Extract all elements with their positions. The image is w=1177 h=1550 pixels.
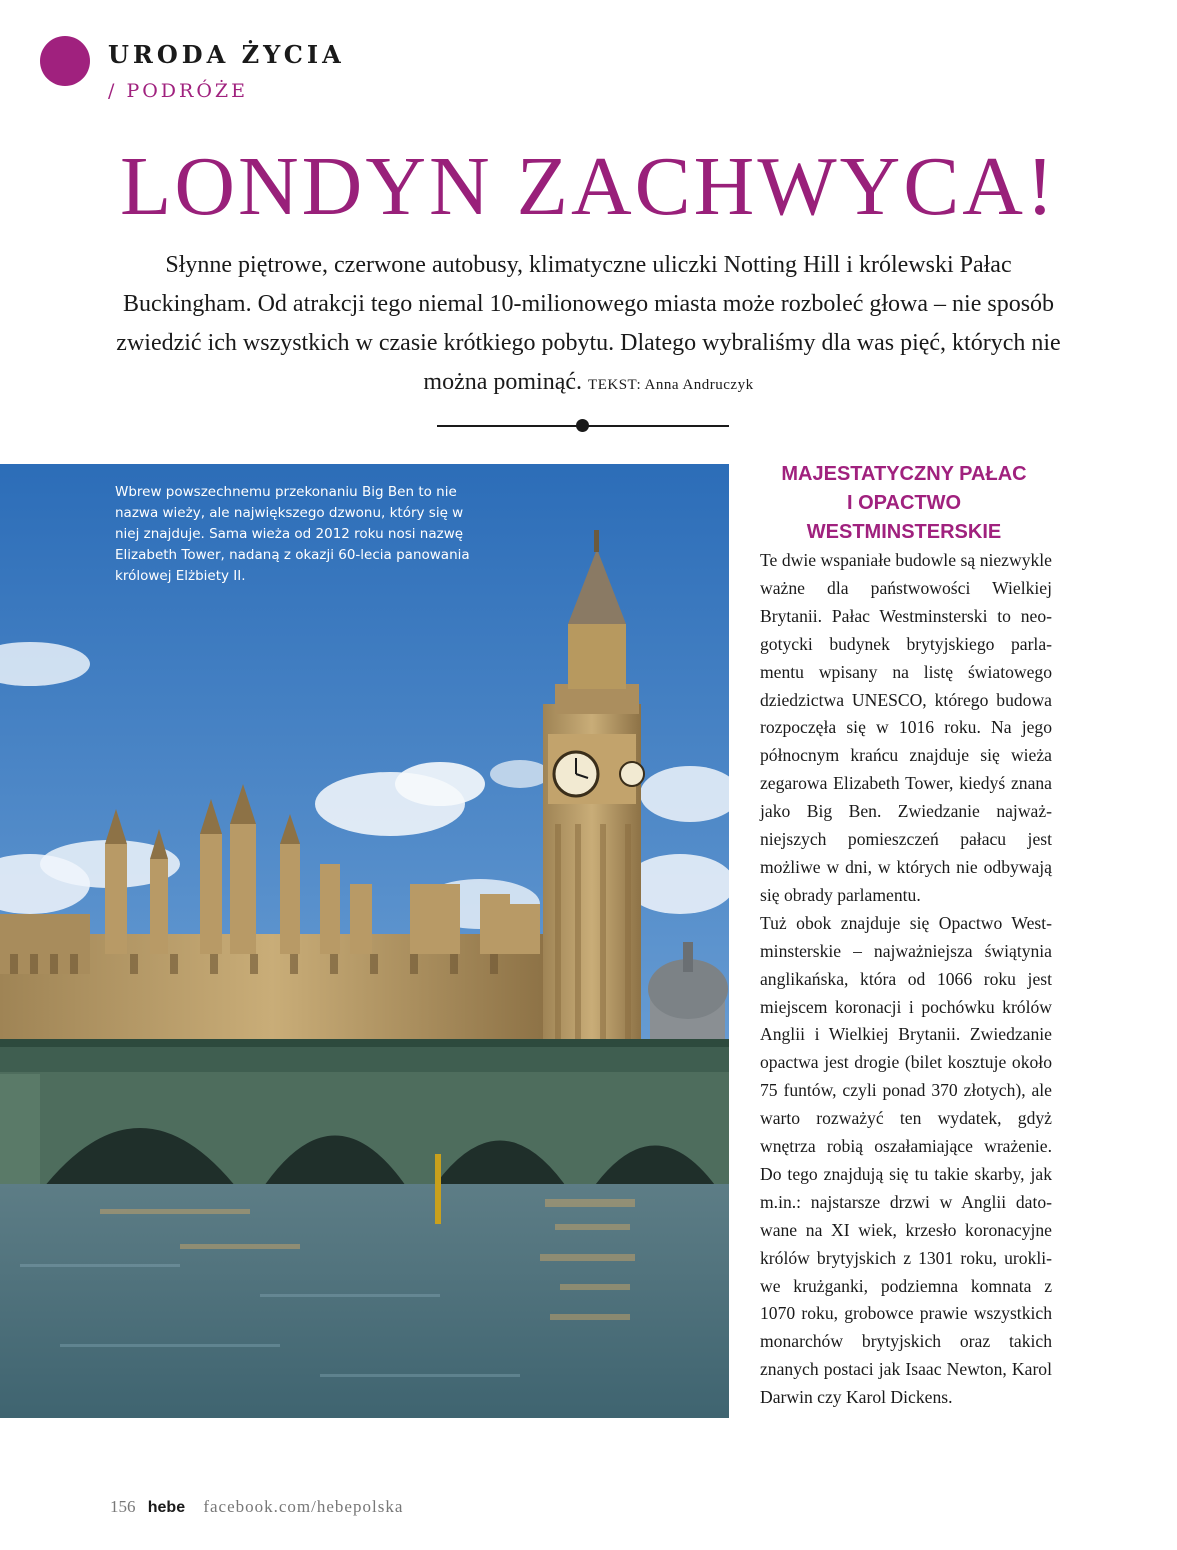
article-heading-line: WESTMINSTERSKIE xyxy=(806,521,1002,543)
section-title: URODA ŻYCIA xyxy=(108,40,345,69)
article-heading-line: I OPACTWO xyxy=(846,492,962,514)
page-number: 156 xyxy=(110,1497,136,1516)
lead-paragraph xyxy=(100,246,1077,405)
article-paragraph: Tuż obok znajduje się Opactwo Westminsterskie – najważniejsza świątynia anglikańska, która od 1066 roku jest miejscem koronacji i pochówku królów Anglii i Wielkiej Brytanii. Zwiedzanie opactwa jest drogie (bilet kosztuje około 75 funtów, czyli ponad 370 złotych), ale warto rozważyć ten wydatek, gdyż wnętrza robią oszałamiające wrażenie. Do tego znajdują się tu takie skarby, jak m.in.: najstarsze drzwi w Anglii datowane na XI wiek, krzesło koronacyjne królów brytyjskich z 1301 roku, urokliwe krużganki, podziemna komnata z 1070 roku, grobowce prawie wszystkich monarchów brytyjskich oraz takich znanych postaci jak Isaac Newton, Karol Darwin czy Karol Dickens. xyxy=(760,912,1052,1408)
ornament-divider-dot xyxy=(576,419,589,432)
article-headline: LONDYN ZACHWYCA! xyxy=(120,140,1057,233)
section-subtitle: / PODRÓŻE xyxy=(108,80,248,102)
lead-text: Słynne piętrowe, czerwone autobusy, klimatyczne uliczki Notting Hill i królewski Pałac Buckingham. Od atrakcji tego niemal 10-milionowego miasta może rozboleć głowa – nie sposób zwiedzić ich wszystkich w czasie krótkiego pobytu. Dlatego wybraliśmy dla was pięć, których nie można pominąć. xyxy=(116,252,1061,395)
article-heading-line: MAJESTATYCZNY PAŁAC xyxy=(781,463,1027,485)
author-credit: TEKST: Anna Andruczyk xyxy=(588,377,754,393)
article-heading xyxy=(755,460,1053,547)
article-paragraph: Te dwie wspaniałe budowle są niezwykle ważne dla państwowości Wielkiej Brytanii. Pałac Westminsterski to neogotycki budynek brytyjskiego parlamentu wpisany na listę światowego dziedzictwa UNESCO, którego budowa rozpoczęła się w 1016 roku. Na jego północnym krańcu znajduje się wieża zegarowa Elizabeth Tower, kiedyś znana jako Big Ben. Zwiedzanie najważniejszych pomieszczeń pałacu jest możliwe w dni, w których nie odbywają się obrady parlamentu. xyxy=(760,550,1052,905)
section-marker-dot xyxy=(40,36,90,86)
facebook-link[interactable]: facebook.com/hebepolska xyxy=(203,1497,404,1516)
page-footer xyxy=(110,1497,403,1517)
brand-logo: hebe xyxy=(147,1499,186,1516)
photo-caption: Wbrew powszechnemu przekonaniu Big Ben to nie nazwa wieży, ale największego dzwonu, który się w niej znajduje. Sama wieża od 2012 roku nosi nazwę Elizabeth Tower, nadaną z okazji 60-lecia panowania królowej Elżbiety II. xyxy=(115,484,470,584)
article-body xyxy=(760,547,1052,1412)
big-ben-photo xyxy=(0,464,729,1418)
